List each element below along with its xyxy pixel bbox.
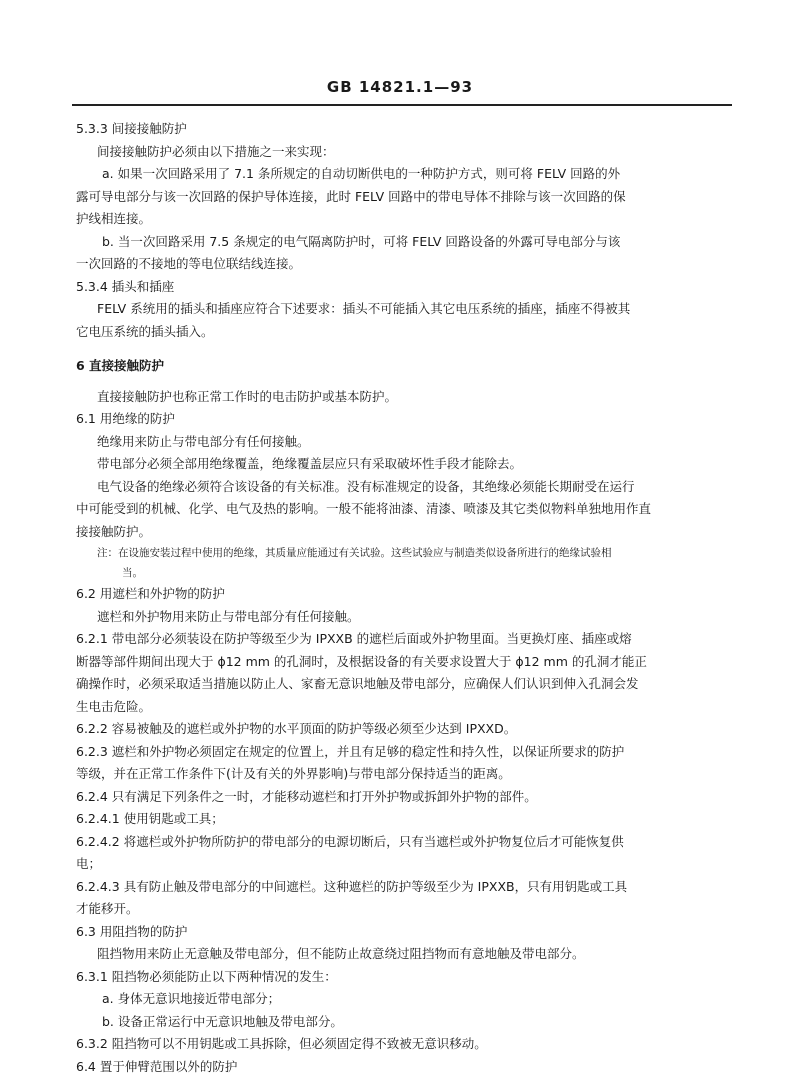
clause-6-3-2-line: 6.3.2 阻挡物可以不用钥匙或工具拆除，但必须固定得不致被无意识移动。 — [76, 1036, 487, 1051]
item-b-line: b. 当一次回路采用 7.5 条规定的电气隔离防护时，可将 FELV 回路设备的外露可导电部分与该 — [102, 233, 621, 249]
clause-6-1-heading: 6.1 用绝缘的防护 — [76, 411, 175, 426]
header-rule — [72, 104, 732, 106]
clause-6-2-4-2-line: 6.2.4.2 将遮栏或外护物所防护的带电部分的电源切断后，只有当遮栏或外护物复位后才可能恢复供 — [76, 833, 624, 849]
note-line: 当。 — [122, 567, 143, 579]
paragraph-line: 间接接触防护必须由以下措施之一来实现： — [97, 143, 335, 159]
paragraph-line: 确操作时，必须采取适当措施以防止人、家畜无意识地触及带电部分，应确保人们认识到伸入孔洞会发 — [76, 676, 639, 691]
paragraph-line: 直接接触防护也称正常工作时的电击防护或基本防护。 — [97, 388, 398, 404]
paragraph-line: 遮栏和外护物用来防止与带电部分有任何接触。 — [97, 608, 360, 624]
paragraph-line: 电气设备的绝缘必须符合该设备的有关标准。没有标准规定的设备，其绝缘必须能长期耐受在运行 — [97, 478, 635, 494]
paragraph-line: 带电部分必须全部用绝缘覆盖，绝缘覆盖层应只有采取破坏性手段才能除去。 — [97, 456, 523, 471]
paragraph-line: 生电击危险。 — [76, 698, 152, 714]
clause-6-2-4-3-line: 6.2.4.3 具有防止触及带电部分的中间遮栏。这种遮栏的防护等级至少为 IPXXB，只有用钥匙或工具 — [76, 878, 628, 894]
paragraph-line: 电； — [76, 856, 102, 871]
paragraph-line: 断器等部件期间出现大于 ϕ12 mm 的孔洞时，及根据设备的有关要求设置大于 ϕ12 mm 的孔洞才能正 — [76, 653, 647, 669]
paragraph-line: 接接触防护。 — [76, 523, 152, 539]
paragraph-line: 等级，并在正常工作条件下(计及有关的外界影响)与带电部分保持适当的距离。 — [76, 766, 511, 781]
item-b-line: b. 设备正常运行中无意识地触及带电部分。 — [102, 1013, 343, 1029]
paragraph-line: 才能移开。 — [76, 901, 139, 916]
clause-6-2-1-line: 6.2.1 带电部分必须装设在防护等级至少为 IPXXB 的遮栏后面或外护物里面。当更换灯座、插座或熔 — [76, 631, 632, 646]
paragraph-line: 一次回路的不接地的等电位联结线连接。 — [76, 256, 302, 271]
clause-6-2-3-line: 6.2.3 遮栏和外护物必须固定在规定的位置上，并且有足够的稳定性和持久性，以保证所要求的防护 — [76, 743, 625, 759]
paragraph-line: 护线相连接。 — [76, 211, 152, 226]
clause-6-3-1-line: 6.3.1 阻挡物必须能防止以下两种情况的发生： — [76, 968, 337, 984]
item-a-line: a. 身体无意识地接近带电部分； — [102, 991, 281, 1006]
clause-6-2-heading: 6.2 用遮栏和外护物的防护 — [76, 586, 225, 601]
note-line: 注：在设施安装过程中使用的绝缘，其质量应能通过有关试验。这些试验应与制造类似设备所进行的绝缘试验相 — [97, 547, 612, 559]
clause-6-2-4-line: 6.2.4 只有满足下列条件之一时，才能移动遮栏和打开外护物或拆卸外护物的部件。 — [76, 788, 537, 804]
item-a-line: a. 如果一次回路采用了 7.1 条所规定的自动切断供电的一种防护方式，则可将 FELV 回路的外 — [102, 166, 621, 181]
paragraph-line: 它电压系统的插头插入。 — [76, 323, 214, 339]
paragraph-line: FELV 系统用的插头和插座应符合下述要求：插头不可能插入其它电压系统的插座，插座不得被其 — [97, 301, 631, 316]
clause-6-2-2-line: 6.2.2 容易被触及的遮栏或外护物的水平顶面的防护等级必须至少达到 IPXXD。 — [76, 721, 517, 736]
paragraph-line: 露可导电部分与该一次回路的保护导体连接，此时 FELV 回路中的带电导体不排除与该一次回路的保 — [76, 188, 626, 204]
clause-5-3-4-heading: 5.3.4 插头和插座 — [76, 278, 175, 294]
document-body — [76, 118, 724, 1078]
section-6-heading: 6 直接接触防护 — [76, 358, 165, 373]
clause-6-2-4-1-line: 6.2.4.1 使用钥匙或工具； — [76, 811, 224, 826]
clause-5-3-3-heading: 5.3.3 间接接触防护 — [76, 121, 187, 136]
paragraph-line: 中可能受到的机械、化学、电气及热的影响。一般不能将油漆、清漆、喷漆及其它类似物料单独地用作直 — [76, 501, 652, 516]
paragraph-line: 阻挡物用来防止无意触及带电部分，但不能防止故意绕过阻挡物而有意地触及带电部分。 — [97, 946, 585, 961]
clause-6-3-heading: 6.3 用阻挡物的防护 — [76, 923, 188, 939]
clause-6-4-heading: 6.4 置于伸臂范围以外的防护 — [76, 1058, 238, 1074]
paragraph-line: 绝缘用来防止与带电部分有任何接触。 — [97, 433, 310, 449]
page-header-standard-code: GB 14821.1—93 — [326, 78, 474, 96]
